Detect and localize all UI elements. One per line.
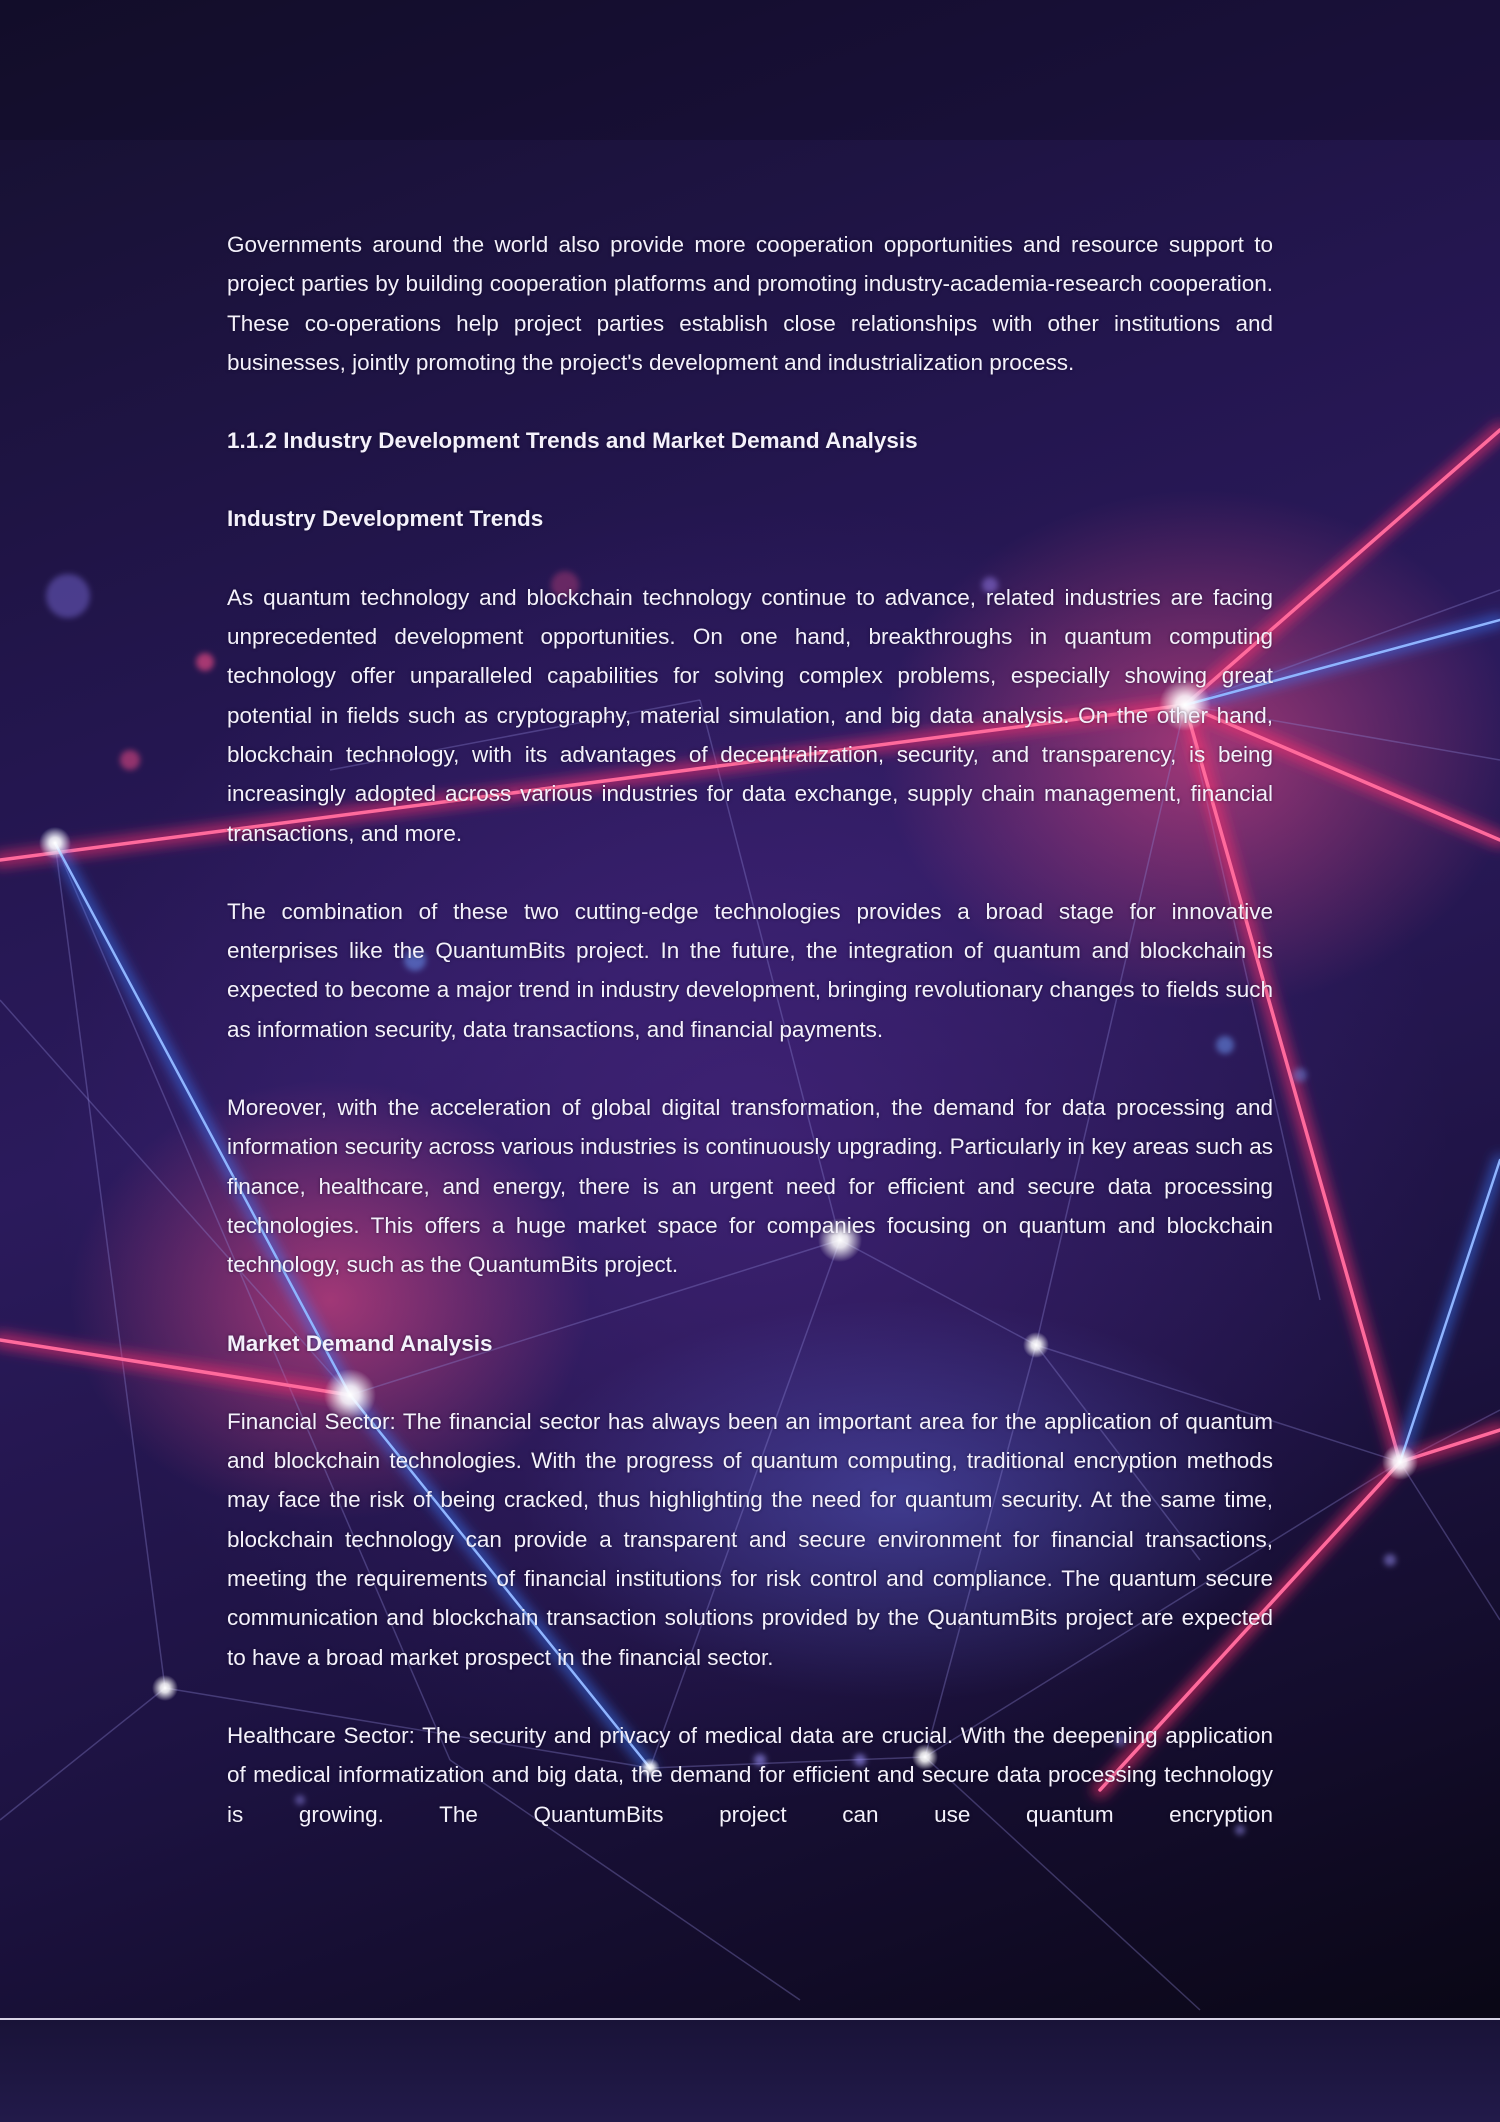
subheading-market-demand: Market Demand Analysis <box>227 1330 493 1356</box>
paragraph-trends-2: The combination of these two cutting-edge technologies provides a broad stage for innovative enterprises like the QuantumBits project. In the future, the integration of quantum and blockchain is expected to become a major trend in industry development, bringing revolutionary changes to fields such as information security, data transactions, and financial payments. <box>227 898 1273 1042</box>
paragraph-financial-sector: Financial Sector: The financial sector has always been an important area for the application of quantum and blockchain technologies. With the progress of quantum computing, traditional encryption methods may face the risk of being cracked, thus highlighting the need for quantum security. At the same time, blockchain technology can provide a transparent and secure environment for financial transactions, meeting the requirements of financial institutions for risk control and compliance. The quantum secure communication and blockchain transaction solutions provided by the QuantumBits project are expected to have a broad market prospect in the financial sector. <box>227 1408 1273 1670</box>
document-body <box>227 225 1273 1834</box>
paragraph-healthcare-sector: Healthcare Sector: The security and privacy of medical data are crucial. With the deepening application of medical informatization and big data, the demand for efficient and secure data processing technology is growing. The QuantumBits project can use quantum encryption <box>227 1722 1273 1827</box>
footer-band <box>0 2018 1500 2122</box>
paragraph-intro: Governments around the world also provide more cooperation opportunities and resource support to project parties by building cooperation platforms and promoting industry-academia-research cooperation. These co-operations help project parties establish close relationships with other institutions and businesses, jointly promoting the project's development and industrialization process. <box>227 232 1273 375</box>
paragraph-trends-1: As quantum technology and blockchain technology continue to advance, related industries are facing unprecedented development opportunities. On one hand, breakthroughs in quantum computing technology offer unparalleled capabilities for solving complex problems, especially showing great potential in fields such as cryptography, material simulation, and big data analysis. On the other hand, blockchain technology, with its advantages of decentralization, security, and transparency, is being increasingly adopted across various industries for data exchange, supply chain management, financial transactions, and more. <box>227 584 1273 846</box>
section-heading: 1.1.2 Industry Development Trends and Market Demand Analysis <box>227 428 918 454</box>
subheading-industry-trends: Industry Development Trends <box>227 506 544 532</box>
paragraph-trends-3: Moreover, with the acceleration of global digital transformation, the demand for data processing and information security across various industries is continuously upgrading. Particularly in key areas such as finance, healthcare, and energy, there is an urgent need for efficient and secure data processing technologies. This offers a huge market space for companies focusing on quantum and blockchain technology, such as the QuantumBits project. <box>227 1095 1273 1278</box>
